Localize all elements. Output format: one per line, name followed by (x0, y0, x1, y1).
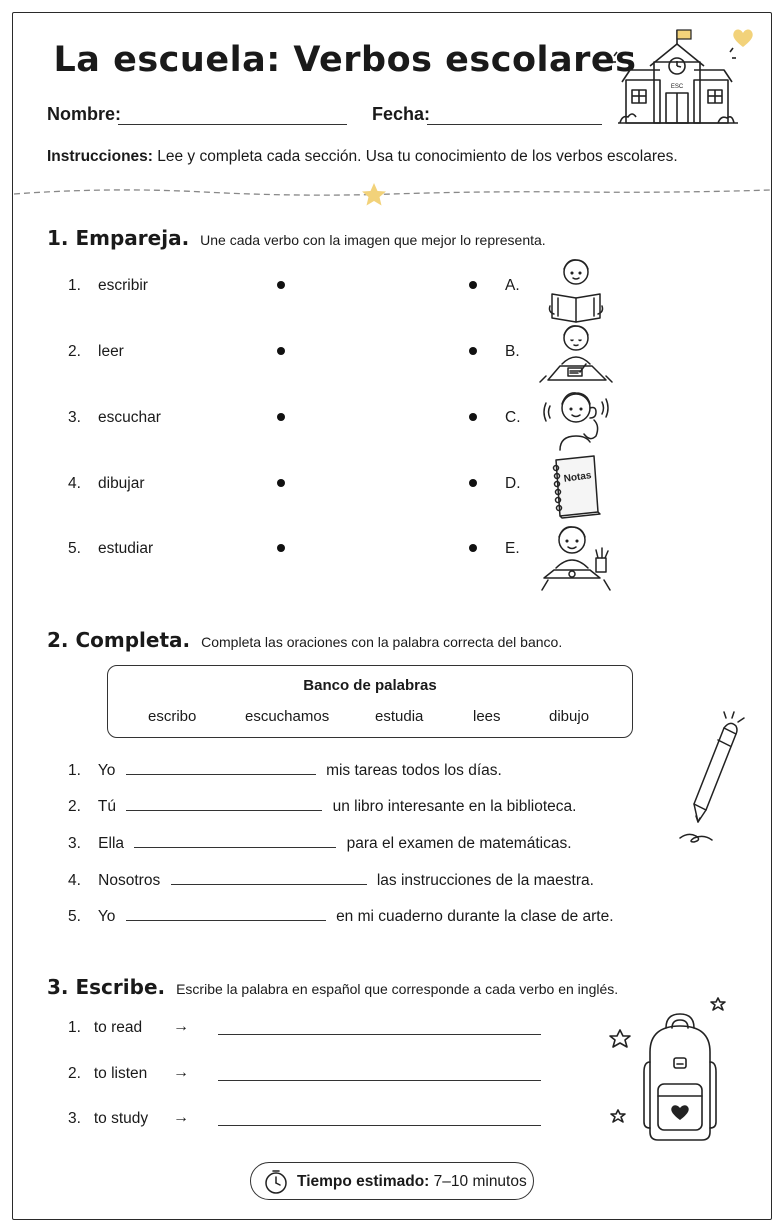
sentence-number: 5. (68, 908, 81, 925)
section3-subtitle: Escribe la palabra en español que corresponde a cada verbo en inglés. (176, 981, 619, 997)
translate-answer-line[interactable] (218, 1034, 541, 1035)
section2-title: Completa. (75, 628, 191, 652)
sentence-number: 3. (68, 835, 81, 852)
match-verb: escribir (98, 277, 148, 294)
match-dot-left[interactable] (277, 281, 285, 289)
match-dot-left[interactable] (277, 347, 285, 355)
translate-verb: to read (93, 1019, 143, 1036)
section3-heading (47, 975, 618, 999)
sentence-start: Ella (98, 835, 125, 852)
arrow-right-icon: → (173, 1109, 189, 1126)
match-dot-right[interactable] (469, 347, 477, 355)
estimated-time-text (297, 1173, 527, 1191)
translate-number: 1. (68, 1019, 81, 1036)
sentence-blank[interactable] (171, 871, 367, 885)
section1-heading (47, 226, 546, 250)
sentence-end: las instrucciones de la maestra. (376, 872, 594, 889)
match-number: 2. (68, 343, 81, 360)
match-letter: D. (505, 475, 521, 492)
backpack-icon (610, 992, 740, 1144)
sentence-number: 1. (68, 762, 81, 779)
match-verb: leer (98, 343, 124, 360)
match-number: 1. (68, 277, 81, 294)
word-bank-word: estudia (375, 708, 424, 725)
match-dot-right[interactable] (469, 544, 477, 552)
notebook-icon (540, 452, 612, 520)
match-verb: escuchar (98, 409, 161, 426)
school-building-icon (612, 26, 742, 128)
match-dot-right[interactable] (469, 413, 477, 421)
sentence-start: Yo (97, 908, 116, 925)
estimated-time-value: 7–10 minutos (433, 1173, 527, 1190)
match-letter: A. (505, 277, 520, 294)
translate-number: 3. (68, 1110, 81, 1127)
translate-verb: to study (93, 1110, 149, 1127)
sentence-start: Yo (97, 762, 116, 779)
word-bank-title: Banco de palabras (303, 677, 437, 694)
translate-item (68, 1110, 148, 1128)
translate-item (68, 1019, 142, 1037)
school-sign: ESC (670, 84, 684, 90)
section1-number: 1. (47, 226, 69, 250)
sentence-blank[interactable] (126, 761, 316, 775)
match-dot-right[interactable] (469, 479, 477, 487)
sentence-end: en mi cuaderno durante la clase de arte. (336, 908, 614, 925)
section1-title: Empareja. (75, 226, 190, 250)
arrow-right-icon: → (173, 1018, 189, 1035)
sentence-number: 2. (68, 798, 81, 815)
section2-heading (47, 628, 562, 652)
estimated-time-badge (250, 1162, 534, 1200)
sentence-row (68, 797, 576, 816)
section2-number: 2. (47, 628, 69, 652)
date-field[interactable] (427, 124, 602, 125)
match-dot-right[interactable] (469, 281, 477, 289)
section3-title: Escribe. (75, 975, 166, 999)
word-bank-word: lees (473, 708, 501, 725)
pencil-icon (660, 710, 750, 850)
translate-answer-line[interactable] (218, 1080, 541, 1081)
child-listening-icon (540, 386, 612, 454)
child-writing-icon (540, 320, 612, 388)
match-verb: estudiar (98, 540, 154, 557)
arrow-right-icon: → (173, 1064, 189, 1081)
match-dot-left[interactable] (277, 413, 285, 421)
match-dot-left[interactable] (277, 479, 285, 487)
match-letter: E. (505, 540, 520, 557)
word-bank-word: escuchamos (245, 708, 330, 725)
translate-answer-line[interactable] (218, 1125, 541, 1126)
match-number: 3. (68, 409, 81, 426)
sentence-blank[interactable] (126, 797, 322, 811)
word-bank-word: escribo (148, 708, 197, 725)
match-letter: C. (505, 409, 521, 426)
translate-number: 2. (68, 1065, 81, 1082)
sentence-start: Nosotros (98, 872, 161, 889)
child-reading-book-icon (540, 254, 612, 322)
sentence-end: para el examen de matemáticas. (346, 835, 572, 852)
match-number: 5. (68, 540, 81, 557)
sentence-row (68, 871, 594, 890)
sentence-blank[interactable] (134, 834, 336, 848)
date-label: Fecha: (372, 104, 431, 124)
match-number: 4. (68, 475, 81, 492)
worksheet-title: La escuela: Verbos escolares (53, 40, 637, 80)
match-verb: dibujar (98, 475, 145, 492)
sentence-number: 4. (68, 872, 81, 889)
divider (14, 180, 770, 210)
word-bank (107, 665, 633, 738)
estimated-time-label: Tiempo estimado: (297, 1173, 430, 1190)
name-field[interactable] (118, 124, 347, 125)
match-dot-left[interactable] (277, 544, 285, 552)
sentence-row (68, 907, 614, 926)
match-letter: B. (505, 343, 520, 360)
sentence-start: Tú (97, 798, 116, 815)
sentence-row (68, 834, 572, 853)
sentence-row (68, 761, 502, 780)
sentence-blank[interactable] (126, 907, 326, 921)
clock-icon (263, 1169, 289, 1195)
heart-icon (732, 28, 754, 48)
instructions-label: Instrucciones: (47, 148, 153, 165)
word-bank-word: dibujo (549, 708, 590, 725)
translate-item (68, 1065, 147, 1083)
instructions-text: Lee y completa cada sección. Usa tu conocimiento de los verbos escolares. (157, 148, 678, 165)
star-icon (362, 183, 386, 206)
notebook-label: Notas (563, 470, 593, 485)
section2-subtitle: Completa las oraciones con la palabra correcta del banco. (201, 634, 563, 650)
section3-number: 3. (47, 975, 69, 999)
section1-subtitle: Une cada verbo con la imagen que mejor lo representa. (200, 232, 546, 248)
child-studying-icon (540, 522, 612, 590)
instructions (47, 148, 678, 166)
sentence-end: mis tareas todos los días. (326, 762, 502, 779)
translate-verb: to listen (93, 1065, 148, 1082)
name-label: Nombre: (47, 104, 122, 124)
sentence-end: un libro interesante en la biblioteca. (332, 798, 577, 815)
